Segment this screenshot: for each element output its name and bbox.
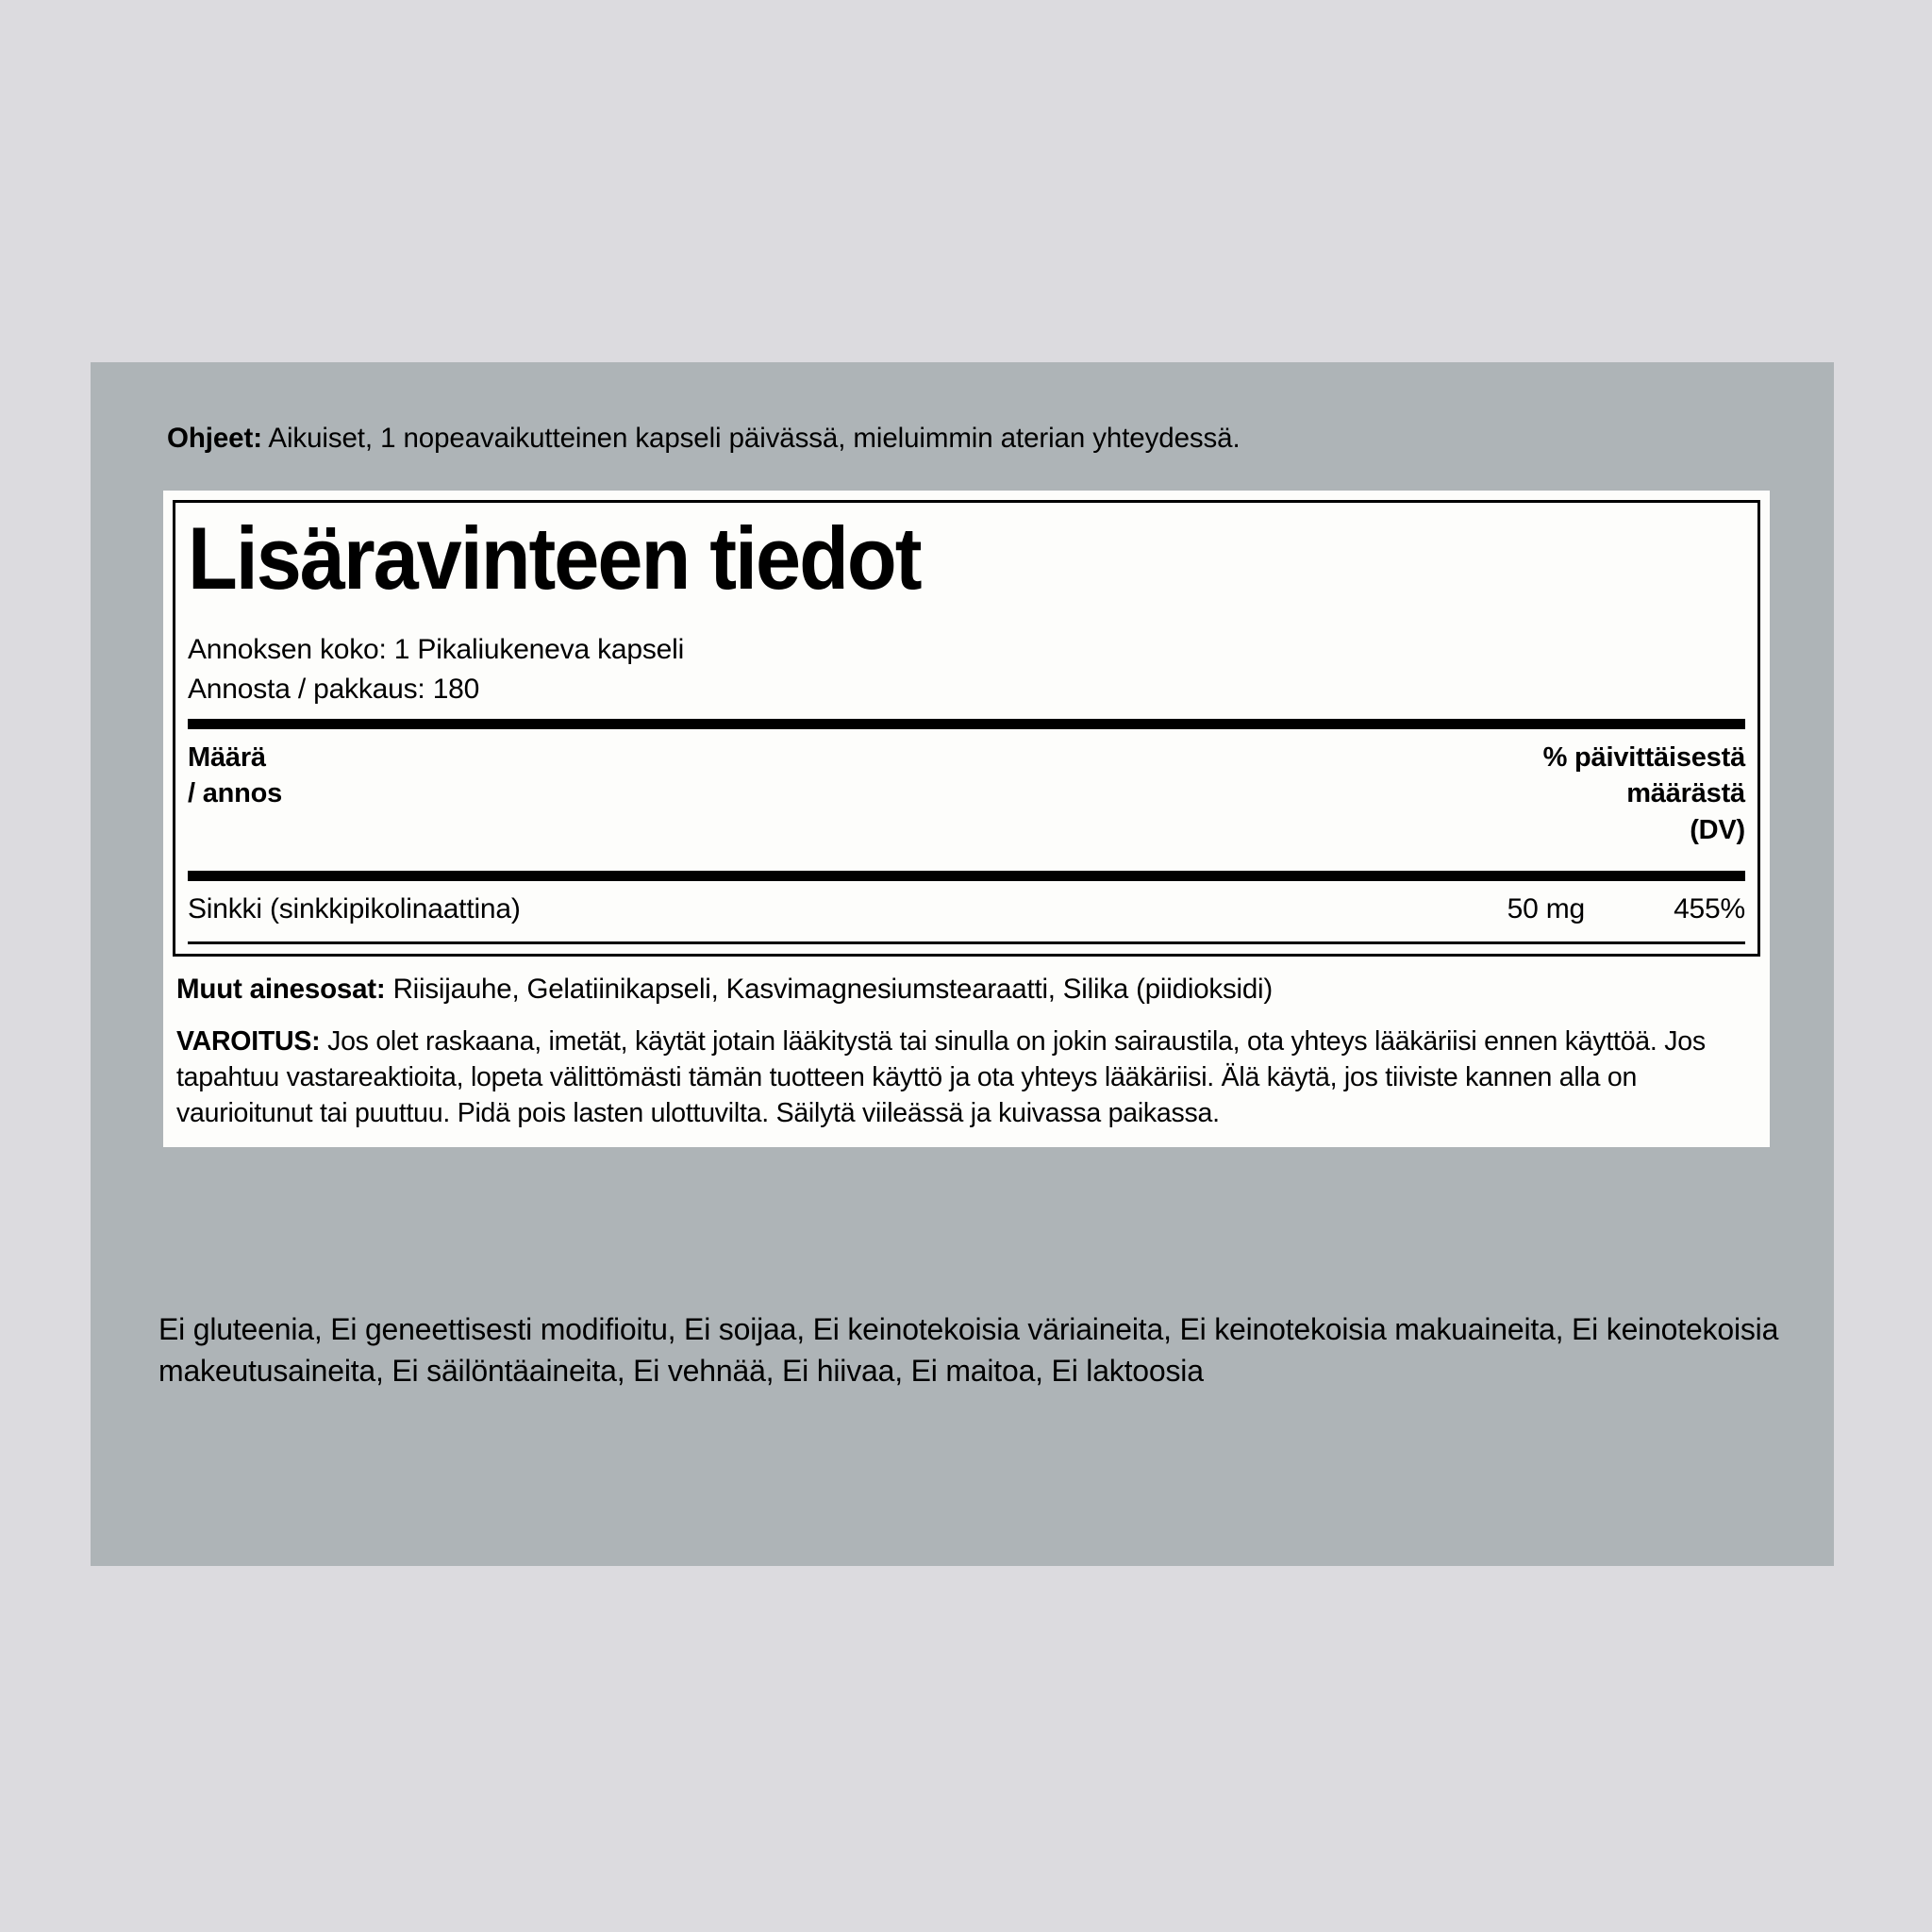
table-row <box>188 881 1745 941</box>
servings-per-container: Annosta / pakkaus: 180 <box>188 674 480 706</box>
directions-text: Aikuiset, 1 nopeavaikutteinen kapseli päivässä, mieluimmin aterian yhteydessä. <box>268 423 1241 454</box>
rule-bottom-of-table <box>188 941 1745 944</box>
nutrient-amount: 50 mg <box>1507 892 1585 924</box>
amount-header-line1: Määrä <box>188 741 266 773</box>
serving-size: Annoksen koko: 1 Pikaliukeneva kapseli <box>188 633 685 665</box>
dv-header-line3: (DV) <box>1690 815 1745 845</box>
amount-header-line2: / annos <box>188 778 283 809</box>
other-ingredients-line <box>176 972 1757 1008</box>
serving-info <box>188 630 1745 710</box>
card-footer-text <box>173 957 1760 1147</box>
amount-per-serving-header <box>188 740 282 812</box>
dv-header-line2: määrästä <box>1626 778 1745 809</box>
warning-paragraph <box>176 1024 1757 1132</box>
supplement-label-panel <box>91 362 1834 1566</box>
rule-above-header <box>188 719 1745 729</box>
other-ingredients-text: Riisijauhe, Gelatiinikapseli, Kasvimagnesiumstearaatti, Silika (piidioksidi) <box>392 973 1274 1005</box>
directions-label: Ohjeet: <box>167 423 262 454</box>
free-from-claims: Ei gluteenia, Ei geneettisesti modifioitu, Ei soijaa, Ei keinotekoisia väriaineita, Ei keinotekoisia makuaineita, Ei keinotekoisia makeutusaineita, Ei säilöntäaineita, Ei vehnää, Ei hiivaa, Ei maitoa, Ei laktoosia <box>158 1312 1779 1388</box>
nutrient-daily-value: 455% <box>1674 892 1745 924</box>
warning-label: VAROITUS: <box>176 1025 321 1057</box>
nutrient-name: Sinkki (sinkkipikolinaattina) <box>188 892 521 924</box>
table-header-row <box>188 729 1745 862</box>
supplement-facts-card <box>163 491 1770 1147</box>
daily-value-header <box>1543 740 1745 849</box>
supplement-facts-title: Lisäravinteen tiedot <box>188 508 921 608</box>
directions-line <box>167 422 1771 457</box>
rule-below-header <box>188 871 1745 881</box>
dv-header-line1: % päivittäisestä <box>1542 741 1745 773</box>
other-ingredients-label: Muut ainesosat: <box>176 973 386 1005</box>
warning-text: Jos olet raskaana, imetät, käytät jotain lääkitystä tai sinulla on jokin sairaustila, ota yhteys lääkäriisi ennen käyttöä. Jos tapahtuu vastareaktioita, lopeta välittömästi tämän tuotteen käyttö ja ota yhteys lääkäriisi. Älä käytä, jos tiiviste kannen alla on vaurioitunut tai puuttuu. Pidä pois lasten ulottuvilta. Säilytä viileässä ja kuivassa paikassa. <box>176 1025 1706 1128</box>
supplement-facts-box <box>173 500 1760 957</box>
